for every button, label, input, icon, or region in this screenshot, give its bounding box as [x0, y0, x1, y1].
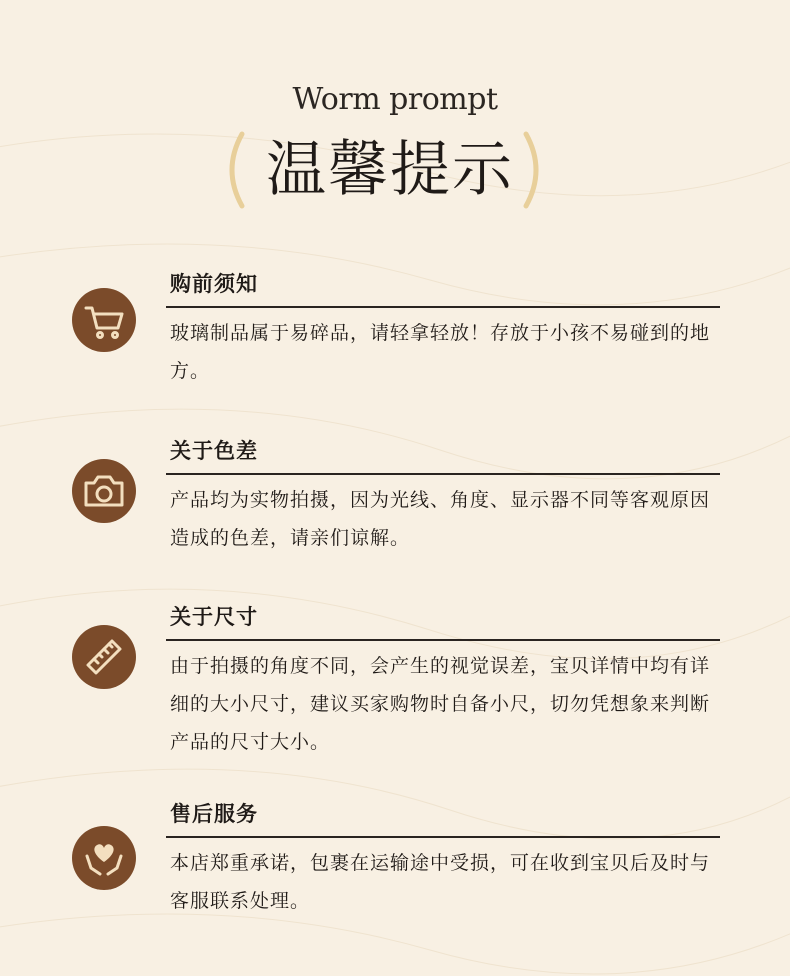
shopping-cart-icon	[72, 288, 136, 352]
header-subtitle: Worm prompt	[292, 82, 498, 117]
camera-icon	[72, 459, 136, 523]
header	[0, 78, 790, 205]
page-title: 温馨提示	[266, 135, 514, 205]
section-divider	[166, 836, 720, 838]
section-body: 本店郑重承诺，包裹在运输途中受损，可在收到宝贝后及时与客服联系处理。	[170, 852, 711, 912]
section-title: 售后服务	[170, 802, 258, 826]
section-title: 关于色差	[170, 439, 258, 463]
section-divider	[166, 306, 720, 308]
right-paren-decoration	[520, 130, 548, 210]
section-divider	[166, 473, 720, 475]
title-row	[0, 130, 790, 220]
section-body: 由于拍摄的角度不同，会产生的视觉误差，宝贝详情中均有详细的大小尺寸，建议买家购物时自备小尺，切勿凭想象来判断产品的尺寸大小。	[170, 655, 711, 753]
section-title: 购前须知	[170, 272, 258, 296]
section-title: 关于尺寸	[170, 605, 258, 629]
ruler-icon	[72, 625, 136, 689]
heart-hands-icon	[72, 826, 136, 890]
section-body: 产品均为实物拍摄，因为光线、角度、显示器不同等客观原因造成的色差，请亲们谅解。	[170, 489, 711, 549]
left-paren-decoration	[220, 130, 248, 210]
section-divider	[166, 639, 720, 641]
section-body: 玻璃制品属于易碎品，请轻拿轻放！存放于小孩不易碰到的地方。	[170, 322, 711, 382]
